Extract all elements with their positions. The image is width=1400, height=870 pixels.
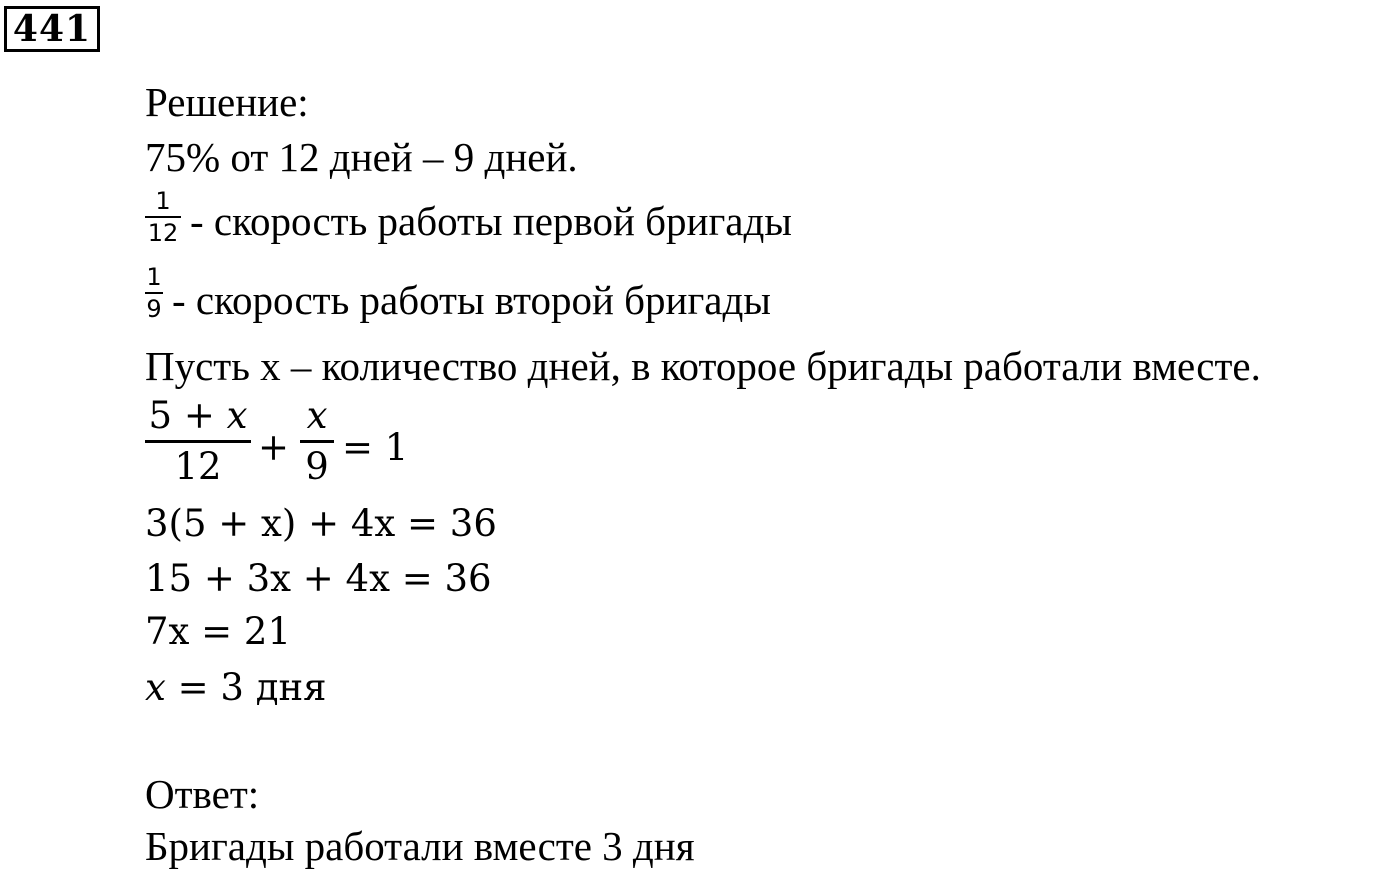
step-line: 15 + 3x + 4x = 36: [145, 557, 492, 600]
variable-x: x: [145, 666, 166, 709]
fraction-denominator: 12: [147, 219, 179, 247]
step-line: 3(5 + x) + 4x = 36: [145, 502, 497, 545]
speed-second-text: - скорость работы второй бригады: [172, 277, 771, 323]
fraction-second-speed: [145, 262, 163, 324]
fraction-denominator: 9: [146, 295, 162, 323]
let-statement: Пусть x – количество дней, в которое бригады работали вместе.: [145, 343, 1261, 389]
fraction-denominator: 9: [305, 445, 329, 488]
speed-first-text: - скорость работы первой бригады: [190, 198, 792, 244]
fraction-numerator: x: [306, 394, 328, 437]
equation-rhs: = 1: [342, 426, 409, 469]
answer-heading: Ответ:: [145, 771, 260, 817]
plus-sign: +: [258, 426, 290, 469]
solution-heading: Решение:: [145, 79, 309, 125]
numerator-constant: 5 +: [148, 394, 227, 437]
fraction-first-speed: [145, 186, 181, 248]
variable-x: x: [226, 394, 248, 437]
step-line: 7x = 21: [145, 610, 292, 653]
fraction-numerator: 1: [155, 187, 171, 215]
step-percent: 75% от 12 дней – 9 дней.: [145, 134, 578, 180]
result-line: [145, 662, 327, 712]
result-value: = 3 дня: [165, 666, 327, 709]
equation-fraction-1: [145, 392, 251, 491]
problem-number: 441: [4, 6, 100, 52]
fraction-denominator: 12: [174, 445, 222, 488]
fraction-numerator: [145, 392, 251, 440]
equation-fraction-2: [300, 392, 334, 491]
answer-text: Бригады работали вместе 3 дня: [145, 823, 695, 869]
fraction-numerator: 1: [146, 263, 162, 291]
